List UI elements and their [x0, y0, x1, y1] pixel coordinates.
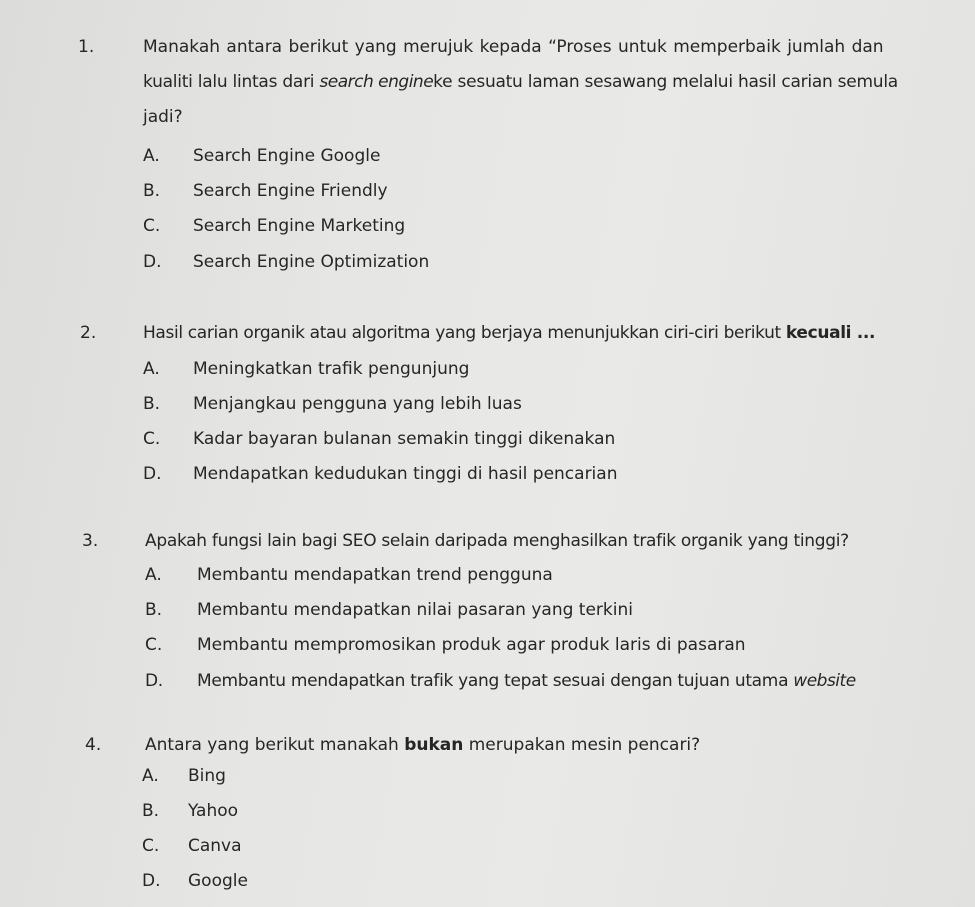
question-number: 4.	[85, 735, 102, 755]
option-b: B. Search Engine Friendly	[143, 181, 388, 201]
option-c: C. Search Engine Marketing	[143, 216, 406, 236]
option-a: A. Search Engine Google	[143, 146, 381, 166]
question-text: jadi?	[143, 107, 183, 127]
option-c: C. Canva	[142, 836, 242, 856]
question-number: 2.	[80, 323, 97, 343]
option-b: B. Menjangkau pengguna yang lebih luas	[143, 394, 522, 414]
question-text: Antara yang berikut manakah bukan merupakan mesin pencari?	[145, 735, 701, 755]
option-c: C. Kadar bayaran bulanan semakin tinggi dikenakan	[143, 429, 616, 449]
question-text: Hasil carian organik atau algoritma yang berjaya menunjukkan ciri-ciri berikut kecuali ...	[143, 323, 876, 343]
option-a: A. Meningkatkan trafik pengunjung	[143, 359, 470, 379]
option-b: B. Membantu mendapatkan nilai pasaran yang terkini	[145, 600, 633, 620]
question-text: Manakah antara berikut yang merujuk kepada “Proses untuk memperbaik jumlah dan	[143, 37, 884, 57]
option-d: D. Membantu mendapatkan trafik yang tepat sesuai dengan tujuan utama website	[145, 671, 856, 691]
option-b: B. Yahoo	[142, 801, 239, 821]
question-number: 3.	[82, 531, 99, 551]
question-number: 1.	[78, 37, 95, 57]
option-d: D. Google	[142, 871, 248, 891]
option-a: A. Bing	[142, 766, 226, 786]
question-text: Apakah fungsi lain bagi SEO selain daripada menghasilkan trafik organik yang tinggi?	[145, 531, 849, 551]
option-c: C. Membantu mempromosikan produk agar produk laris di pasaran	[145, 635, 746, 655]
option-a: A. Membantu mendapatkan trend pengguna	[145, 565, 553, 585]
question-text: kualiti lalu lintas dari search engineke sesuatu laman sesawang melalui hasil carian semula	[143, 72, 898, 92]
option-d: D. Search Engine Optimization	[143, 252, 430, 272]
option-d: D. Mendapatkan kedudukan tinggi di hasil pencarian	[143, 464, 618, 484]
